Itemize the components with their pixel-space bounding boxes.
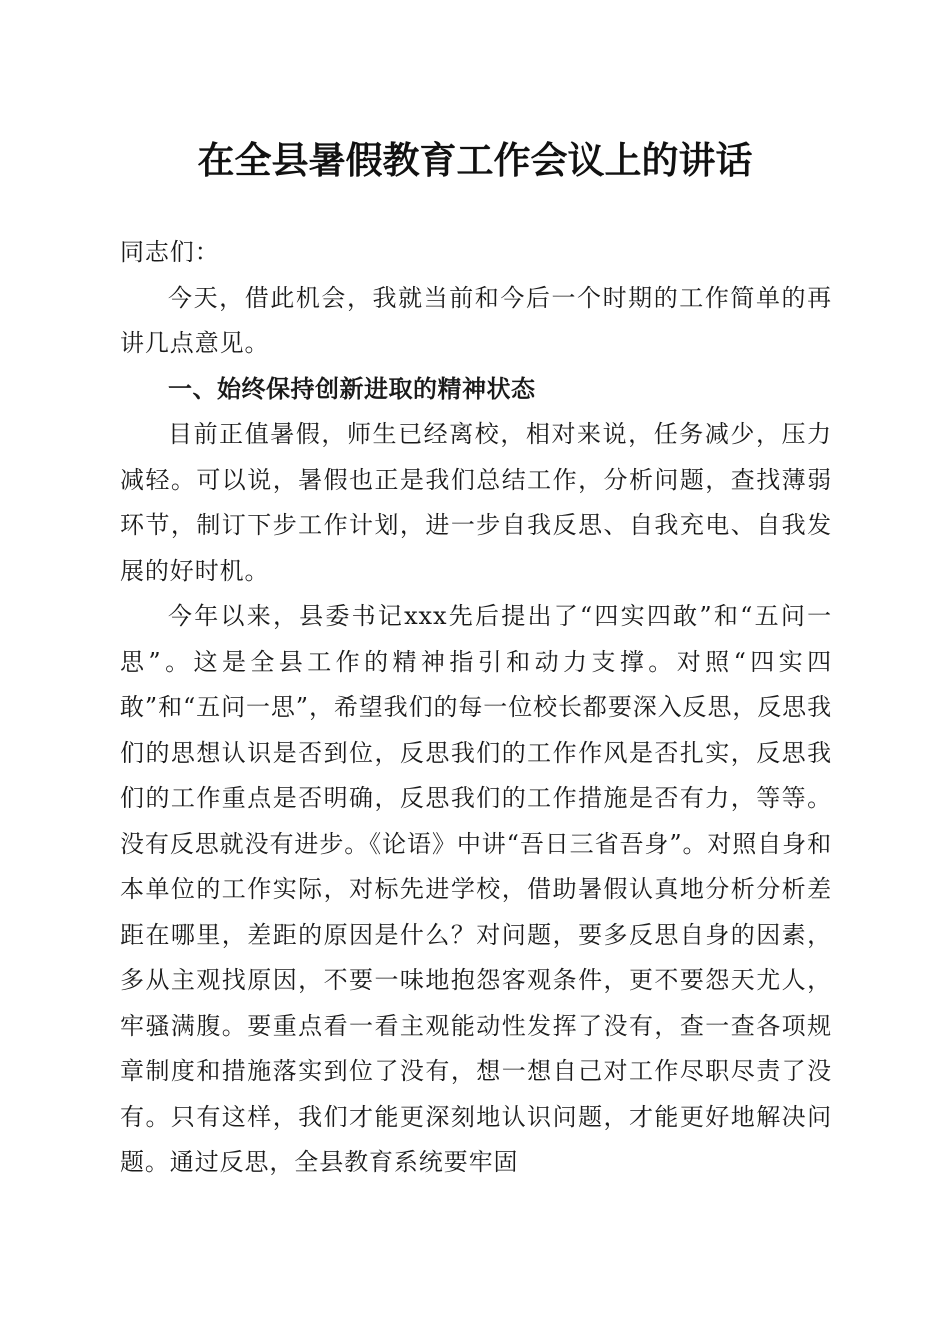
section-heading: 一、始终保持创新进取的精神状态 — [168, 374, 536, 403]
paragraph-intro: 今天，借此机会，我就当前和今后一个时期的工作简单的再讲几点意见。 — [120, 283, 832, 357]
document-body — [120, 230, 832, 1186]
salutation: 同志们： — [120, 238, 220, 266]
paragraph-section-1-2: 今年以来，县委书记xxx先后提出了“四实四敢”和“五问一思”。这是全县工作的精神指引和动力支撑。对照“四实四敢”和“五问一思”，希望我们的每一位校长都要深入反思，反思我们的思想认识是否到位，反思我们的工作作风是否扎实，反思我们的工作重点是否明确，反思我们的工作措施是否有力，等等。没有反思就没有进步。《论语》中讲“吾日三省吾身”。对照自身和本单位的工作实际，对标先进学校，借助暑假认真地分析分析差距在哪里，差距的原因是什么？对问题，要多反思自身的因素，多从主观找原因，不要一味地抱怨客观条件，更不要怨天尤人，牢骚满腹。要重点看一看主观能动性发挥了没有，查一查各项规章制度和措施落实到位了没有，想一想自己对工作尽职尽责了没有。只有这样，我们才能更深刻地认识问题，才能更好地解决问题。通过反思，全县教育系统要牢固 — [120, 602, 832, 1176]
document-title: 在全县暑假教育工作会议上的讲话 — [197, 138, 753, 182]
paragraph-section-1-1: 目前正值暑假，师生已经离校，相对来说，任务减少，压力减轻。可以说，暑假也正是我们总结工作，分析问题，查找薄弱环节，制订下步工作计划，进一步自我反思、自我充电、自我发展的好时机。 — [120, 420, 832, 585]
